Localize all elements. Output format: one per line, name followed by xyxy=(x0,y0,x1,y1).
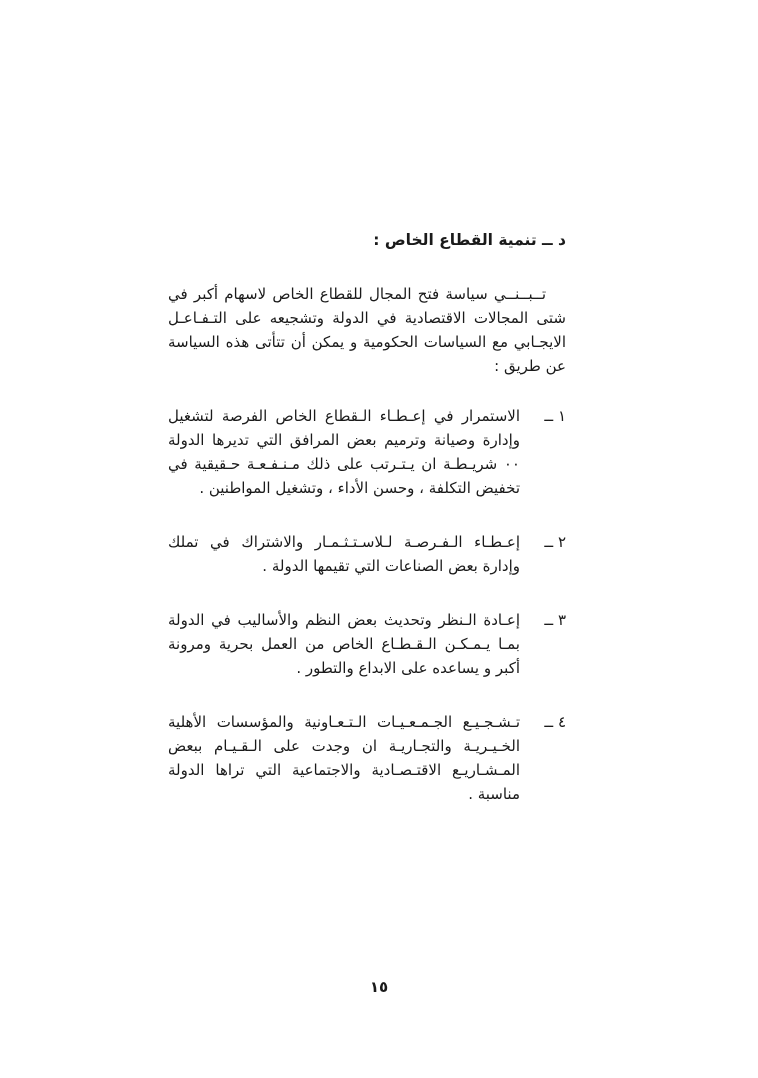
item-marker: ١ ــ xyxy=(544,407,566,425)
page-content xyxy=(168,228,566,836)
list-item xyxy=(168,404,566,500)
list-item xyxy=(168,608,566,680)
list-item xyxy=(168,710,566,806)
intro-paragraph: تــبــنــي سياسة فتح المجال للقطاع الخاص لاسهام أكبر في شتى المجالات الاقتصادية في الدولة وتشجيعه على التـفـاعـل الايجـابي مع السياسات الحكومية و يمكن أن تتأتى هذه السياسة عن طريق : xyxy=(168,285,566,375)
section-heading: د ــ تنمية القطاع الخاص : xyxy=(373,231,566,249)
item-text: تـشـجـيـع الجـمـعـيـات الـتـعـاونية والمؤسسات الأهلية الخـيـريـة والتجـاريـة ان وجدت على الـقـيـام ببعض المـشـاريـع الاقتـصـادية والاجتماعية التي تراها الدولة مناسبة . xyxy=(168,713,520,803)
page-number: ١٥ xyxy=(369,978,389,996)
item-text: إعـطـاء الـفـرصـة لـلاسـتـثـمـار والاشتراك في تملك وإدارة بعض الصناعات التي تقيمها الدولة . xyxy=(168,533,520,575)
item-marker: ٣ ــ xyxy=(544,611,566,629)
item-marker: ٤ ــ xyxy=(544,713,566,731)
item-text: إعـادة الـنظر وتحديث بعض النظم والأساليب في الدولة بمـا يـمـكـن الـقـطـاع الخاص من العمل بحرية ومرونة أكبر و يساعده على الابداع والتطور . xyxy=(168,611,520,677)
list-item xyxy=(168,530,566,578)
item-text: الاستمرار في إعـطـاء الـقطاع الخاص الفرصة لتشغيل وإدارة وصيانة وترميم بعض المرافق التي تديرها الدولة ٠٠ شريـطـة ان يـتـرتب على ذلك مـنـفـعـة حـقيقية في تخفيض التكلفة ، وحسن الأداء ، وتشغيل المواطنين . xyxy=(168,407,520,497)
item-marker: ٢ ــ xyxy=(544,533,566,551)
